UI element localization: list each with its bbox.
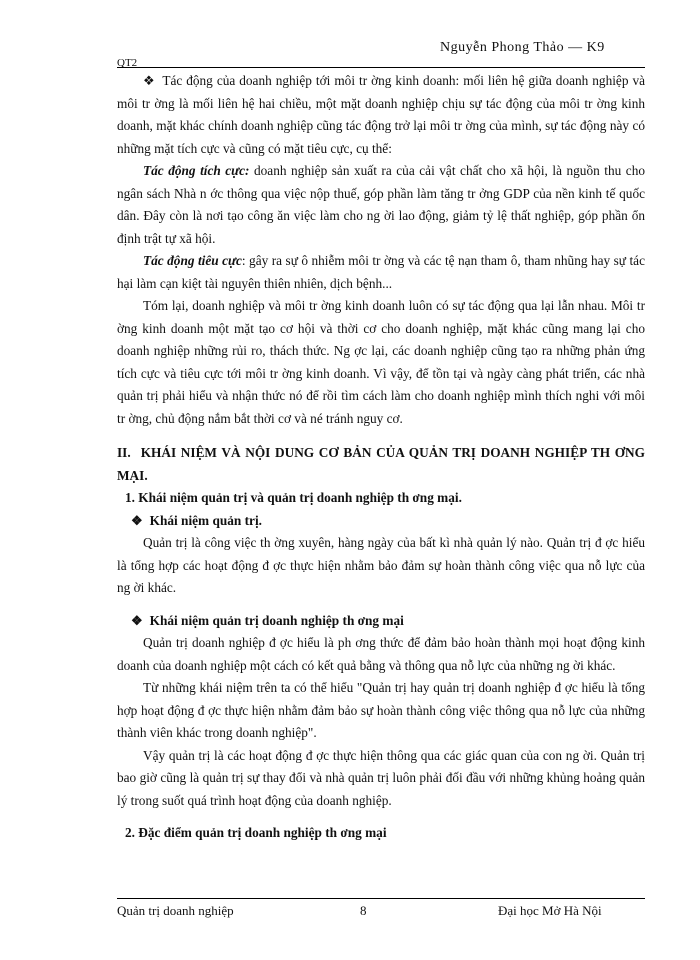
paragraph-conclusion-quote: Từ những khái niệm trên ta có thể hiểu "Quản trị hay quản trị doanh nghiệp đ ợc hiểu là tổng hợp hoạt động đ ợc thực hiện nhằm đảm bảo sự hoàn thành công việc thông qua nỗ lực của những thành viên khác trong doanh nghiệp". <box>117 680 645 740</box>
paragraph-intro: ❖ Tác động của doanh nghiệp tới môi tr ờng kinh doanh: mối liên hệ giữa doanh nghiệp và môi tr ờng là mối liên hệ hai chiều, một mặt doanh nghiệp chịu sự tác động của môi tr ờng kinh doanh, mặt khác chính doanh nghiệp cũng tác động trở lại môi tr ờng của mình, sự tác động này có những mặt tích cực và cũng có mặt tiêu cực, cụ thể: <box>117 73 646 156</box>
section-heading-ii <box>117 442 645 487</box>
section-number: II. <box>117 445 131 460</box>
footer-university: Đại học Mở Hà Nội <box>498 903 602 918</box>
diamond-cluster-icon: ❖ <box>131 612 143 628</box>
diamond-cluster-icon: ❖ <box>143 73 156 88</box>
footer-rule <box>117 898 645 899</box>
header-code: QT2 <box>117 57 138 69</box>
subsection-heading-2: 2. Đặc điểm quản trị doanh nghiệp th ơng mại <box>125 825 387 840</box>
paragraph-positive-impact: Tác động tích cực: doanh nghiệp sản xuất ra của cải vật chất cho xã hội, là nguồn thu cho ngân sách Nhà n ớc thông qua việc nộp thuế, góp phần làm tăng tr ởng GDP của nền kinh tế quốc dân. Đây còn là nơi tạo công ăn việc làm cho ng ời lao động, giảm tỷ lệ thất nghiệp, góp phần ổn định trật tự xã hội. <box>117 163 645 246</box>
paragraph-management-definition: Quản trị là công việc th ờng xuyên, hàng ngày của bất kì nhà quản lý nào. Quản trị đ ợc hiểu là tổng hợp các hoạt động đ ợc thực hiện nhằm bảo đảm sự hoàn thành công việc qua nỗ lực của ng ời khác. <box>117 535 645 595</box>
paragraph-negative-impact: Tác động tiêu cực: gây ra sự ô nhiễm môi tr ờng và các tệ nạn tham ô, tham nhũng hay sự tác hại làm cạn kiệt tài nguyên thiên nhiên, dịch bệnh... <box>117 253 645 291</box>
negative-impact-label: Tác động tiêu cực <box>143 253 242 268</box>
paragraph-management-activities: Vậy quản trị là các hoạt động đ ợc thực hiện thông qua các giác quan của con ng ời. Quản trị bao giờ cũng là quản trị sự thay đổi và nhà quản trị luôn phải đối đầu với những khủng hoảng quản lý trong suốt quá trình hoạt động của doanh nghiệp. <box>117 747 645 808</box>
positive-impact-label: Tác động tích cực: <box>143 163 250 178</box>
header-rule <box>117 67 645 68</box>
page-number: 8 <box>360 903 367 918</box>
bullet-heading-management: ❖ Khái niệm quản trị. <box>131 512 262 528</box>
paragraph-summary: Tóm lại, doanh nghiệp và môi tr ờng kinh doanh luôn có sự tác động qua lại lẫn nhau. Môi tr ờng kinh doanh một mặt tạo cơ hội và thời cơ cho doanh nghiệp, mặt khác cũng mang lại cho doanh nghiệp những rủi ro, thách thức. Ng ợc lại, các doanh nghiệp cũng tạo ra những phản ứng tích cực và tiêu cực tới môi tr ờng kinh doanh. Vì vậy, để tồn tại và ngày càng phát triển, các nhà quản trị phải hiểu và nhận thức nó để rồi tìm cách làm cho doanh nghiệp mình thích nghi với môi tr ờng, chủ động nắm bắt thời cơ và né tránh nguy cơ. <box>117 298 645 426</box>
footer-course: Quản trị doanh nghiệp <box>117 903 234 918</box>
header-author: Nguyễn Phong Thảo — K9 <box>440 40 605 55</box>
document-body <box>117 70 645 845</box>
bullet-heading-trade-management: ❖ Khái niệm quản trị doanh nghiệp th ơng mại <box>131 612 404 628</box>
subsection-heading-1: 1. Khái niệm quản trị và quản trị doanh nghiệp th ơng mại. <box>125 490 462 505</box>
section-title: KHÁI NIỆM VÀ NỘI DUNG CƠ BẢN CỦA QUẢN TRỊ DOANH NGHIỆP TH ƠNG MẠI. <box>117 445 645 483</box>
diamond-cluster-icon: ❖ <box>131 512 143 528</box>
paragraph-trade-management-definition: Quản trị doanh nghiệp đ ợc hiểu là ph ơng thức để đảm bảo hoàn thành mọi hoạt động kinh doanh của doanh nghiệp một cách có kết quả bằng và thông qua nỗ lực của những ng ời khác. <box>117 635 645 673</box>
